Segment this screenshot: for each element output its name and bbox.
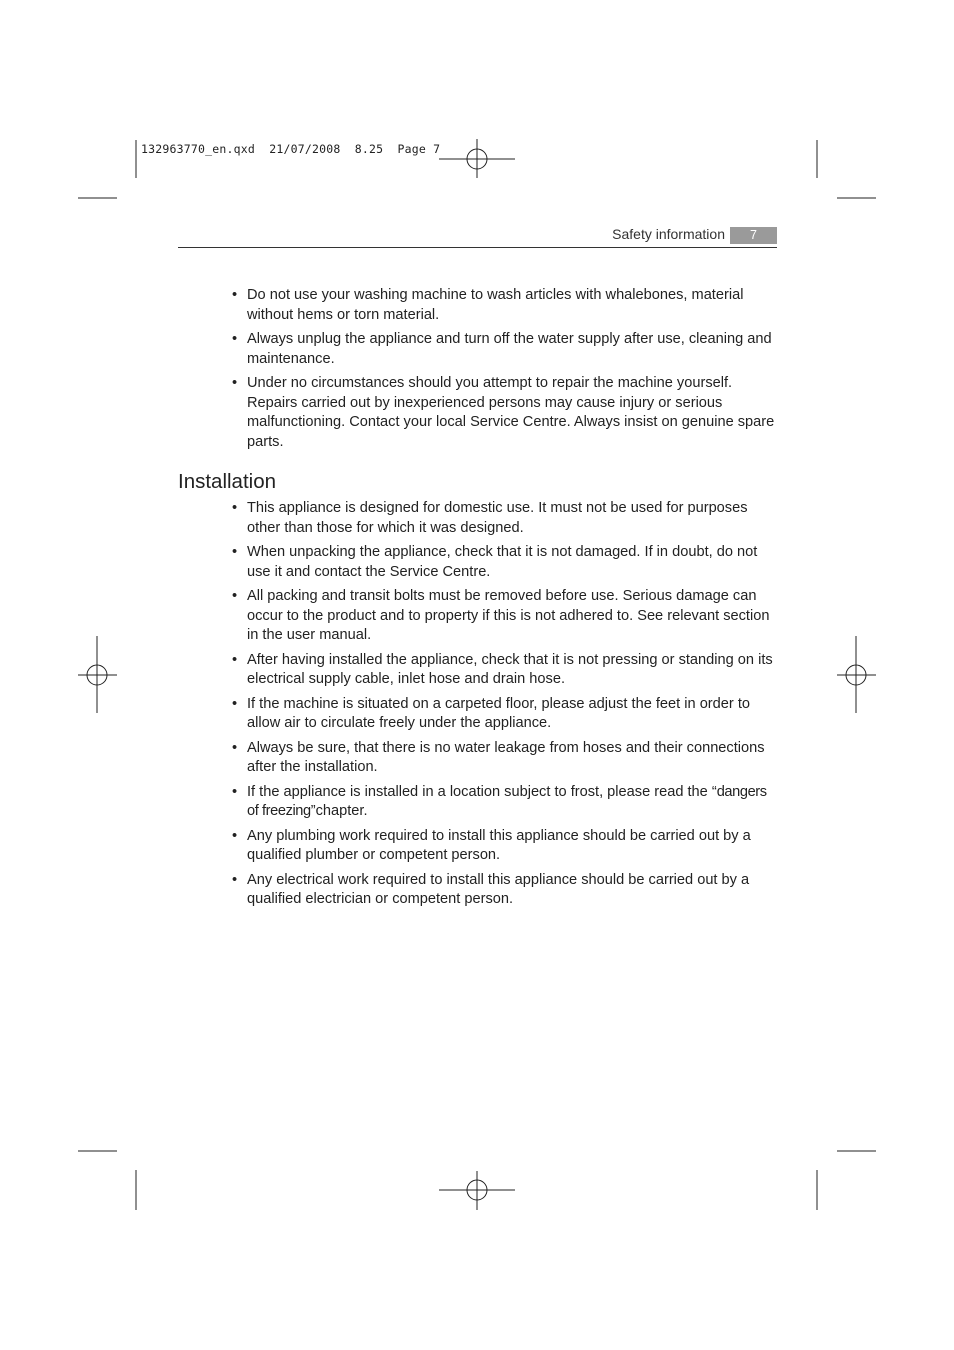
- list-item: • If the machine is situated on a carpeted floor, please adjust the feet in order to allow air to circulate freely under the appliance.: [178, 695, 778, 734]
- chapter-reference: dangers of freezing: [247, 783, 767, 819]
- list-item-frost: [178, 783, 778, 822]
- frost-text-prefix: If the appliance is installed in a location subject to frost, please read the “: [247, 783, 717, 800]
- header-title: Safety information: [612, 226, 725, 242]
- list-item: • Always unplug the appliance and turn off the water supply after use, cleaning and maintenance.: [178, 330, 778, 369]
- list-item: • This appliance is designed for domestic use. It must not be used for purposes other than those for which it was designed.: [178, 499, 778, 538]
- list-item: • After having installed the appliance, check that it is not pressing or standing on its electrical supply cable, inlet hose and drain hose.: [178, 651, 778, 690]
- page-content: [178, 286, 778, 915]
- list-item: • All packing and transit bolts must be removed before use. Serious damage can occur to the product and to property if this is not adhered to. See relevant section in the user manual.: [178, 587, 778, 646]
- list-item: • Do not use your washing machine to wash articles with whalebones, material without hems or torn material.: [178, 286, 778, 325]
- registration-mark-bottom: [439, 1171, 515, 1210]
- registration-mark-left: [78, 636, 117, 713]
- intro-bullet-list: [178, 286, 778, 452]
- list-item: • Any plumbing work required to install this appliance should be carried out by a qualified plumber or competent person.: [178, 827, 778, 866]
- installation-bullet-list: [178, 499, 778, 910]
- registration-mark-right: [837, 636, 876, 713]
- section-heading-installation: Installation: [178, 470, 277, 493]
- list-item: • Under no circumstances should you attempt to repair the machine yourself. Repairs carried out by inexperienced persons may cause injury or serious malfunctioning. Contact your local Service Centre. Always insist on genuine spare parts.: [178, 374, 778, 452]
- list-item: • Always be sure, that there is no water leakage from hoses and their connections after the installation.: [178, 739, 778, 778]
- list-item: • When unpacking the appliance, check that it is not damaged. If in doubt, do not use it and contact the Service Centre.: [178, 543, 778, 582]
- frost-text-suffix: ”chapter.: [310, 803, 368, 819]
- print-slug: 132963770_en.qxd 21/07/2008 8.25 Page 7: [141, 142, 441, 156]
- registration-mark-top: [439, 139, 515, 178]
- page-number: 7: [730, 227, 777, 244]
- list-item: • Any electrical work required to install this appliance should be carried out by a qualified electrician or competent person.: [178, 871, 778, 910]
- page-header: [178, 224, 777, 248]
